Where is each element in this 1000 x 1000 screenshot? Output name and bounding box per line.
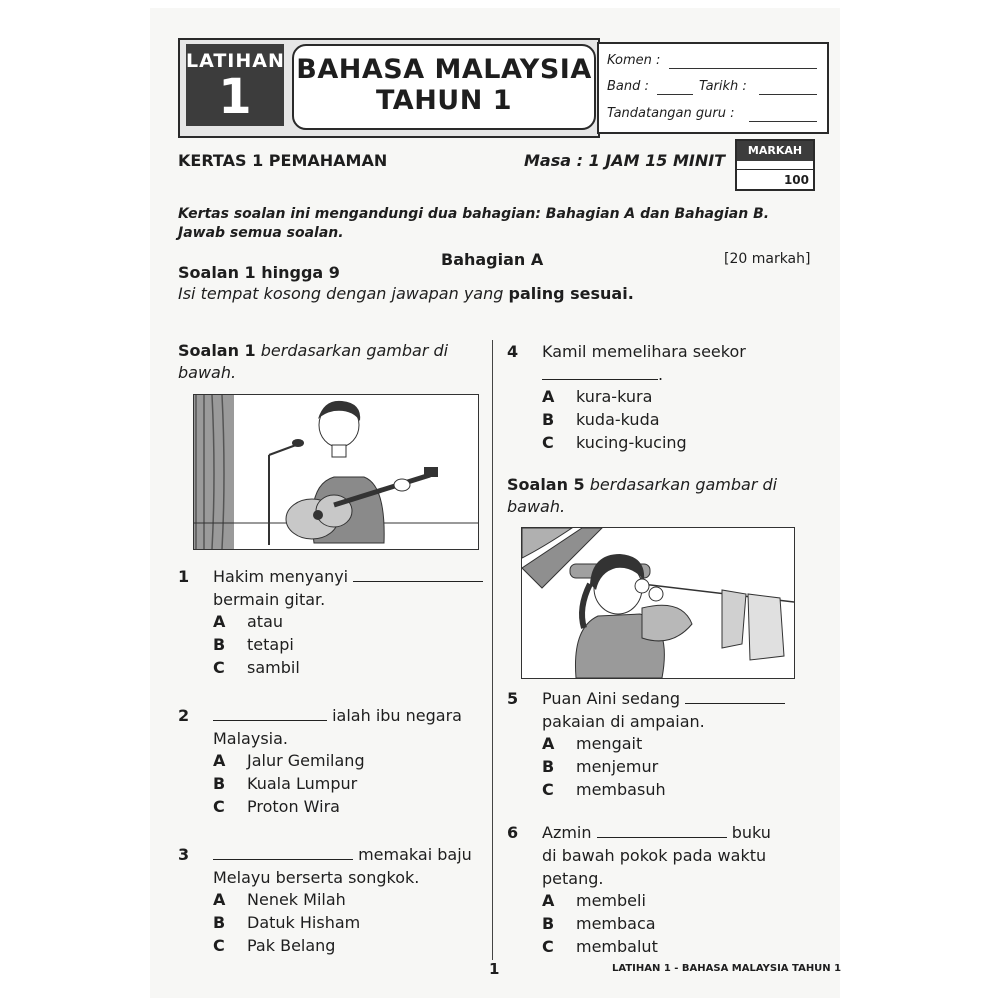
- q2-b-text: Kuala Lumpur: [247, 774, 358, 793]
- q4-option-a[interactable]: [542, 387, 652, 406]
- latihan-tag: [186, 44, 284, 126]
- question-2-line2: Malaysia.: [213, 729, 288, 748]
- question-6-number: 6: [507, 823, 519, 842]
- picture-woman-clothesline: [521, 527, 795, 679]
- title-card: [292, 44, 596, 130]
- instruction-emphasis: paling sesuai.: [508, 284, 634, 303]
- instruction: [178, 284, 634, 303]
- q4-c-letter: C: [542, 433, 554, 452]
- tandatangan-line: [749, 121, 817, 122]
- q6-b-text: membaca: [576, 914, 656, 933]
- question-4-number: 4: [507, 342, 519, 361]
- q6-option-b[interactable]: [542, 914, 656, 933]
- question-4-line2: [542, 364, 663, 386]
- section-marks: [20 markah]: [724, 251, 811, 267]
- intro-text: Kertas soalan ini mengandungi dua bahagian: Bahagian A dan Bahagian B. Jawab semua soalan.: [178, 206, 770, 241]
- question-1-line2: bermain gitar.: [213, 590, 326, 609]
- question-6-line3: petang.: [542, 869, 604, 888]
- q4-a-text: kura-kura: [576, 387, 653, 406]
- q5-c-letter: C: [542, 780, 554, 799]
- instruction-text: Isi tempat kosong dengan jawapan yang: [178, 284, 509, 303]
- picture-boy-guitar: [193, 394, 479, 550]
- q2-option-c[interactable]: [213, 797, 340, 816]
- q5-blank: [685, 689, 785, 704]
- marks-divider: [737, 169, 813, 170]
- section-title: Bahagian A: [441, 250, 544, 269]
- question-range: Soalan 1 hingga 9: [178, 263, 340, 282]
- q3-c-letter: C: [213, 936, 225, 955]
- q2-a-letter: A: [213, 751, 226, 770]
- q5-a-text: mengait: [576, 734, 643, 753]
- grade-title: TAHUN 1: [375, 85, 513, 116]
- page-number: 1: [489, 960, 500, 978]
- marks-label: MARKAH: [737, 141, 813, 161]
- q5-option-b[interactable]: [542, 757, 658, 776]
- clothesline-illustration: [522, 528, 794, 678]
- komen-line: [669, 68, 817, 69]
- q6-a-text: membeli: [576, 891, 646, 910]
- q2-option-b[interactable]: [213, 774, 357, 793]
- q5-option-c[interactable]: [542, 780, 666, 799]
- prompt-5-bold: Soalan 5: [507, 475, 585, 494]
- q6-blank: [597, 823, 727, 838]
- footer-title: LATIHAN 1 - BAHASA MALAYSIA TAHUN 1: [612, 963, 842, 974]
- q5-b-text: menjemur: [576, 757, 659, 776]
- q3-option-c[interactable]: [213, 936, 335, 955]
- question-4-line1: Kamil memelihara seekor: [542, 342, 746, 361]
- question-6-line1: [542, 822, 771, 844]
- q2-blank: [213, 706, 327, 721]
- q6-text1b: buku: [731, 823, 771, 842]
- q1-c-letter: C: [213, 658, 225, 677]
- q2-c-letter: C: [213, 797, 225, 816]
- q4-c-text: kucing-kucing: [576, 433, 687, 452]
- q3-option-b[interactable]: [213, 913, 360, 932]
- q2-option-a[interactable]: [213, 751, 365, 770]
- question-5-number: 5: [507, 689, 519, 708]
- q3-b-letter: B: [213, 913, 226, 932]
- q2-a-text: Jalur Gemilang: [247, 751, 365, 770]
- prompt-1-rest2: bawah.: [178, 363, 237, 382]
- q6-option-a[interactable]: [542, 891, 646, 910]
- q1-c-text: sambil: [247, 658, 300, 677]
- q1-a-text: atau: [247, 612, 284, 631]
- q3-a-text: Nenek Milah: [247, 890, 346, 909]
- subject-title: BAHASA MALAYSIA: [296, 54, 592, 85]
- q6-c-text: membalut: [576, 937, 658, 956]
- q3-a-letter: A: [213, 890, 226, 909]
- q1-b-text: tetapi: [247, 635, 294, 654]
- q1-blank: [353, 567, 483, 582]
- q4-option-b[interactable]: [542, 410, 660, 429]
- q1-a-letter: A: [213, 612, 226, 631]
- q5-a-letter: A: [542, 734, 555, 753]
- q1-option-c[interactable]: [213, 658, 300, 677]
- band-label: Band :: [607, 79, 649, 94]
- q3-blank: [213, 845, 353, 860]
- question-2-number: 2: [178, 706, 190, 725]
- question-1-line1: [213, 566, 483, 588]
- q6-text1: Azmin: [542, 823, 592, 842]
- q5-b-letter: B: [542, 757, 555, 776]
- q6-a-letter: A: [542, 891, 555, 910]
- tandatangan-label: Tandatangan guru :: [607, 106, 735, 121]
- picture-prompt-5: [507, 474, 812, 518]
- latihan-label: LATIHAN: [186, 50, 285, 72]
- question-3-line1: [213, 844, 472, 866]
- tarikh-label: Tarikh :: [699, 79, 747, 94]
- picture-prompt-1: [178, 340, 483, 384]
- boy-guitar-illustration: [194, 395, 478, 549]
- q4-a-letter: A: [542, 387, 555, 406]
- q2-text1: ialah ibu negara: [332, 706, 462, 725]
- q1-option-b[interactable]: [213, 635, 294, 654]
- q4-option-c[interactable]: [542, 433, 687, 452]
- q5-option-a[interactable]: [542, 734, 642, 753]
- q1-b-letter: B: [213, 635, 226, 654]
- column-divider: [492, 340, 493, 960]
- question-5-line1: [542, 688, 785, 710]
- marks-box: [735, 139, 815, 191]
- latihan-number: 1: [218, 69, 252, 125]
- marks-total: 100: [783, 173, 809, 187]
- komen-label: Komen :: [607, 53, 661, 68]
- q4-b-letter: B: [542, 410, 555, 429]
- q3-text1: memakai baju: [358, 845, 472, 864]
- q2-c-text: Proton Wira: [247, 797, 340, 816]
- paper-title: KERTAS 1 PEMAHAMAN: [178, 151, 388, 170]
- q5-c-text: membasuh: [576, 780, 666, 799]
- q2-b-letter: B: [213, 774, 226, 793]
- question-1-number: 1: [178, 567, 190, 586]
- q6-option-c[interactable]: [542, 937, 658, 956]
- q3-c-text: Pak Belang: [247, 936, 336, 955]
- question-3-number: 3: [178, 845, 190, 864]
- q4-b-text: kuda-kuda: [576, 410, 660, 429]
- prompt-5-rest2: bawah.: [507, 497, 566, 516]
- q1-text1: Hakim menyanyi: [213, 567, 349, 586]
- question-6-line2: di bawah pokok pada waktu: [542, 846, 767, 865]
- prompt-1-rest: berdasarkan gambar di: [255, 341, 449, 360]
- tarikh-line: [759, 94, 817, 95]
- q4-blank: [542, 365, 658, 380]
- duration: Masa : 1 JAM 15 MINIT: [524, 151, 726, 170]
- q5-text1: Puan Aini sedang: [542, 689, 681, 708]
- question-3-line2: Melayu berserta songkok.: [213, 868, 420, 887]
- teacher-comment-box: [597, 42, 829, 134]
- prompt-1-bold: Soalan 1: [178, 341, 256, 360]
- q6-c-letter: C: [542, 937, 554, 956]
- q6-b-letter: B: [542, 914, 555, 933]
- q3-option-a[interactable]: [213, 890, 346, 909]
- q3-b-text: Datuk Hisham: [247, 913, 361, 932]
- q4-text2: .: [658, 365, 664, 384]
- question-2-line1: [213, 705, 462, 727]
- band-line: [657, 94, 693, 95]
- prompt-5-rest: berdasarkan gambar di: [584, 475, 778, 494]
- q1-option-a[interactable]: [213, 612, 283, 631]
- question-5-line2: pakaian di ampaian.: [542, 712, 705, 731]
